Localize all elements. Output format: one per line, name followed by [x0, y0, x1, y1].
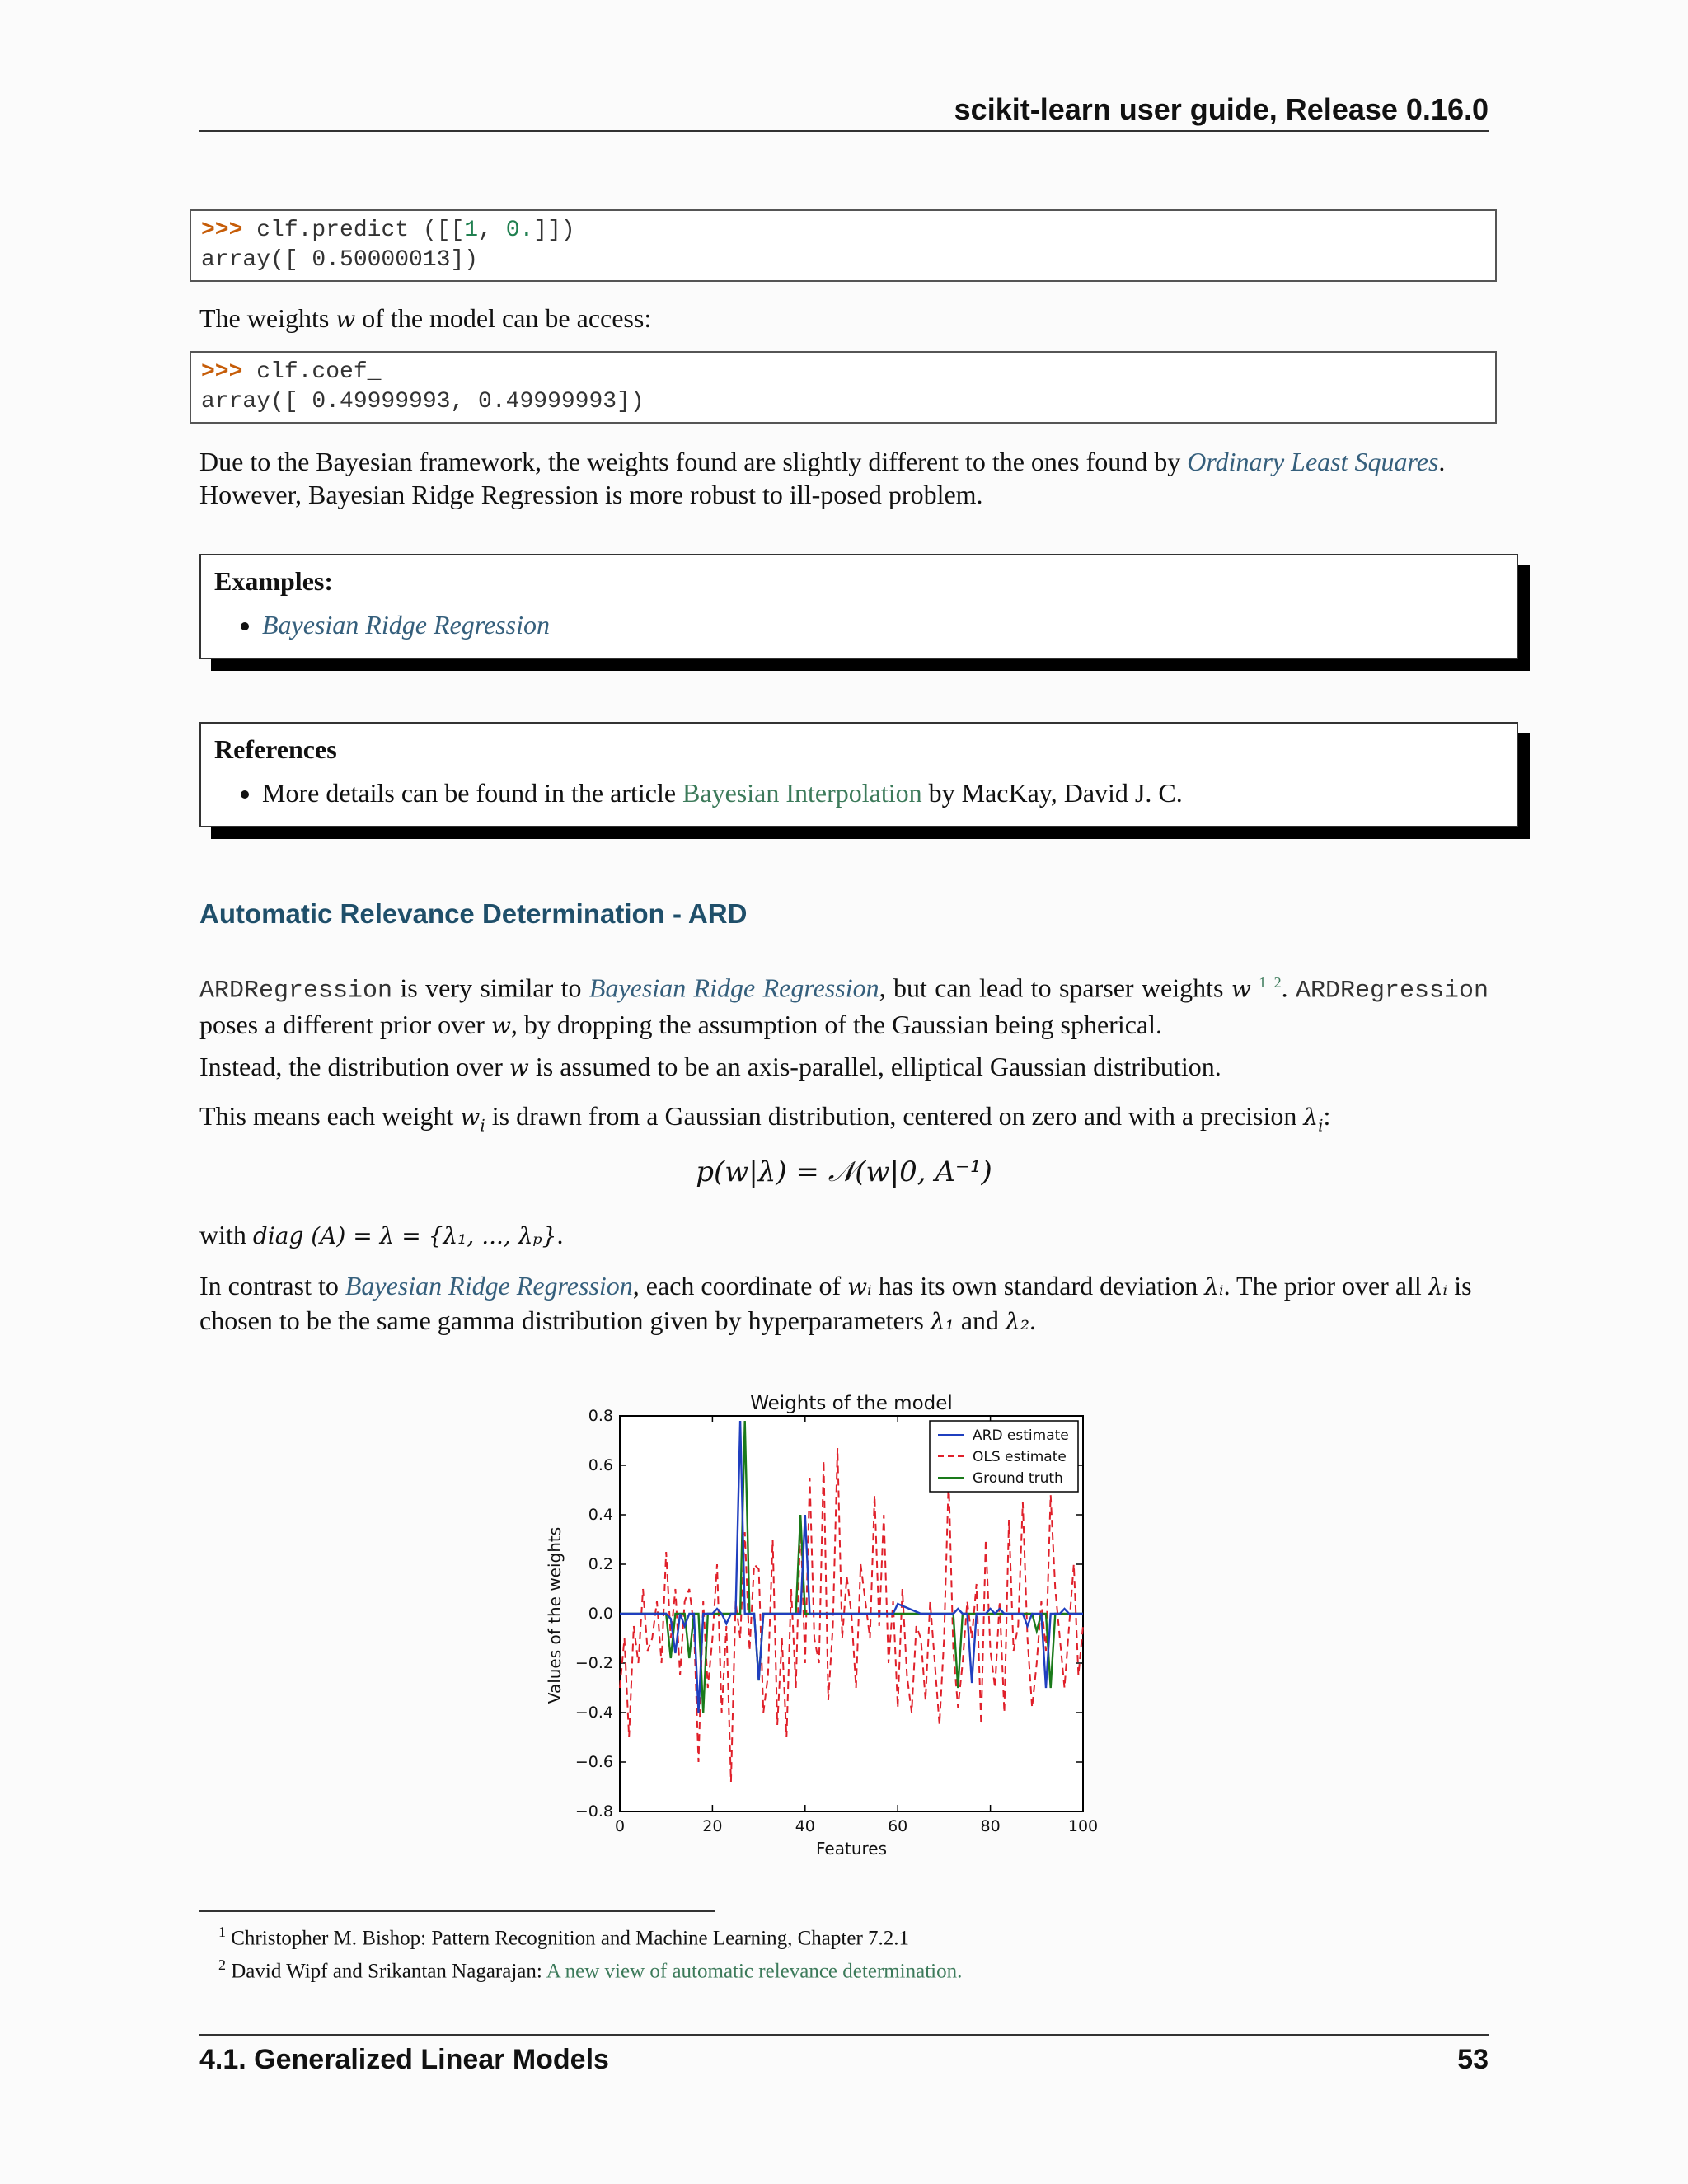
- section-title-ard: Automatic Relevance Determination - ARD: [199, 898, 748, 929]
- y-tick-label: −0.6: [574, 1753, 613, 1771]
- link-bayesian-ridge-regression-2[interactable]: Bayesian Ridge Regression: [345, 1271, 633, 1301]
- y-axis-label: Values of the weights: [545, 1526, 565, 1704]
- page-header-title: scikit-learn user guide, Release 0.16.0: [954, 92, 1489, 126]
- code-output: array([ 0.50000013]): [201, 247, 479, 273]
- link-bayesian-ridge-regression-example[interactable]: Bayesian Ridge Regression: [262, 610, 550, 640]
- x-tick-label: 80: [980, 1817, 1001, 1835]
- x-axis-label: Features: [816, 1839, 887, 1858]
- examples-title: Examples:: [214, 566, 333, 596]
- x-tick-label: 100: [1067, 1817, 1099, 1835]
- footnote-rule: [199, 1910, 715, 1912]
- header-rule: [199, 130, 1489, 132]
- footnote-ref-2[interactable]: 2: [1273, 974, 1282, 991]
- y-tick-label: 0.8: [588, 1407, 613, 1425]
- paragraph-diag: with diag (A) = λ = {λ₁, ..., λₚ}.: [199, 1220, 564, 1249]
- x-tick-label: 0: [614, 1817, 626, 1835]
- code-line: >>> clf.coef_: [201, 359, 382, 385]
- y-tick-label: −0.2: [574, 1654, 613, 1672]
- link-bayesian-interpolation[interactable]: Bayesian Interpolation: [682, 778, 922, 808]
- y-tick-label: 0.2: [588, 1555, 613, 1573]
- legend-label: ARD estimate: [973, 1427, 1069, 1444]
- paragraph-ard-distribution: Instead, the distribution over w is assumed to be an axis-parallel, elliptical Gaussian distribution.: [199, 1052, 1221, 1081]
- footnote-ref-1[interactable]: 1: [1259, 974, 1267, 991]
- footnote-1: $^1$ Christopher M. Bishop: Pattern Recognition and Machine Learning, Chapter 7.2.1: [218, 1924, 910, 1950]
- footer-rule: [199, 2034, 1489, 2036]
- x-tick-label: 40: [795, 1817, 815, 1835]
- link-bayesian-ridge-regression[interactable]: Bayesian Ridge Regression: [588, 972, 879, 1003]
- code-block-coef: [190, 351, 1497, 424]
- legend-label: OLS estimate: [973, 1449, 1067, 1465]
- examples-box: [199, 554, 1518, 659]
- paragraph-ard-precision: This means each weight $w_i$ is drawn from a Gaussian distribution, centered on zero and with a precision $\lambda_i$:: [199, 1101, 1331, 1136]
- x-tick-label: 60: [888, 1817, 908, 1835]
- footnotes: [218, 1919, 1455, 1985]
- weights-chart: [536, 1385, 1113, 1863]
- chart-title: Weights of the model: [750, 1393, 953, 1414]
- legend-label: Ground truth: [973, 1470, 1063, 1487]
- footer-section-title: 4.1. Generalized Linear Models: [199, 2044, 609, 2075]
- paragraph-ard-intro: ARDRegression is very similar to Bayesian Ridge Regression, but can lead to sparser weights w $^1$ $^2$. ARDRegression poses a different prior over w, by dropping the assumption of the Gaussian being spherical.: [199, 972, 1489, 1039]
- paragraph-ard-gamma: In contrast to Bayesian Ridge Regression, each coordinate of wᵢ has its own standard deviation λᵢ. The prior over all λᵢ is chosen to be the same gamma distribution given by hyperparameters λ₁ and λ₂.: [199, 1271, 1472, 1335]
- y-tick-label: 0.6: [588, 1456, 613, 1474]
- link-new-view-ard[interactable]: A new view of automatic relevance determination.: [546, 1960, 963, 1983]
- code-ardregression: ARDRegression: [199, 977, 393, 1005]
- x-tick-label: 20: [702, 1817, 723, 1835]
- y-tick-label: −0.8: [574, 1802, 613, 1821]
- code-output: array([ 0.49999993, 0.49999993]): [201, 389, 645, 415]
- y-tick-label: 0.4: [588, 1506, 613, 1524]
- y-tick-label: −0.4: [574, 1704, 613, 1722]
- link-ordinary-least-squares[interactable]: Ordinary Least Squares: [1187, 447, 1439, 476]
- paragraph-bayesian-framework: Due to the Bayesian framework, the weights found are slightly different to the ones found by Ordinary Least Squares. However, Bayesian Ridge Regression is more robust to ill-posed problem.: [199, 447, 1446, 509]
- y-tick-label: 0.0: [588, 1605, 613, 1623]
- paragraph-weights: The weights w of the model can be access:: [199, 303, 652, 333]
- code-ardregression: ARDRegression: [1295, 977, 1489, 1005]
- footer-page-number: 53: [1457, 2044, 1489, 2075]
- references-box: References • More details can be found in the article Bayesian Interpolation by MacKay, David J. C.: [199, 722, 1518, 827]
- references-title: References: [214, 734, 337, 764]
- chart-legend: [930, 1421, 1078, 1492]
- code-block-predict: [190, 209, 1497, 282]
- footnote-2: $^2$ David Wipf and Srikantan Nagarajan: A new view of automatic relevance determination.: [218, 1957, 963, 1983]
- equation-prior: p(w|λ) = 𝒩(w|0, A⁻¹): [696, 1155, 992, 1188]
- code-line: >>> clf.predict ([[1, 0.]]): [201, 218, 575, 243]
